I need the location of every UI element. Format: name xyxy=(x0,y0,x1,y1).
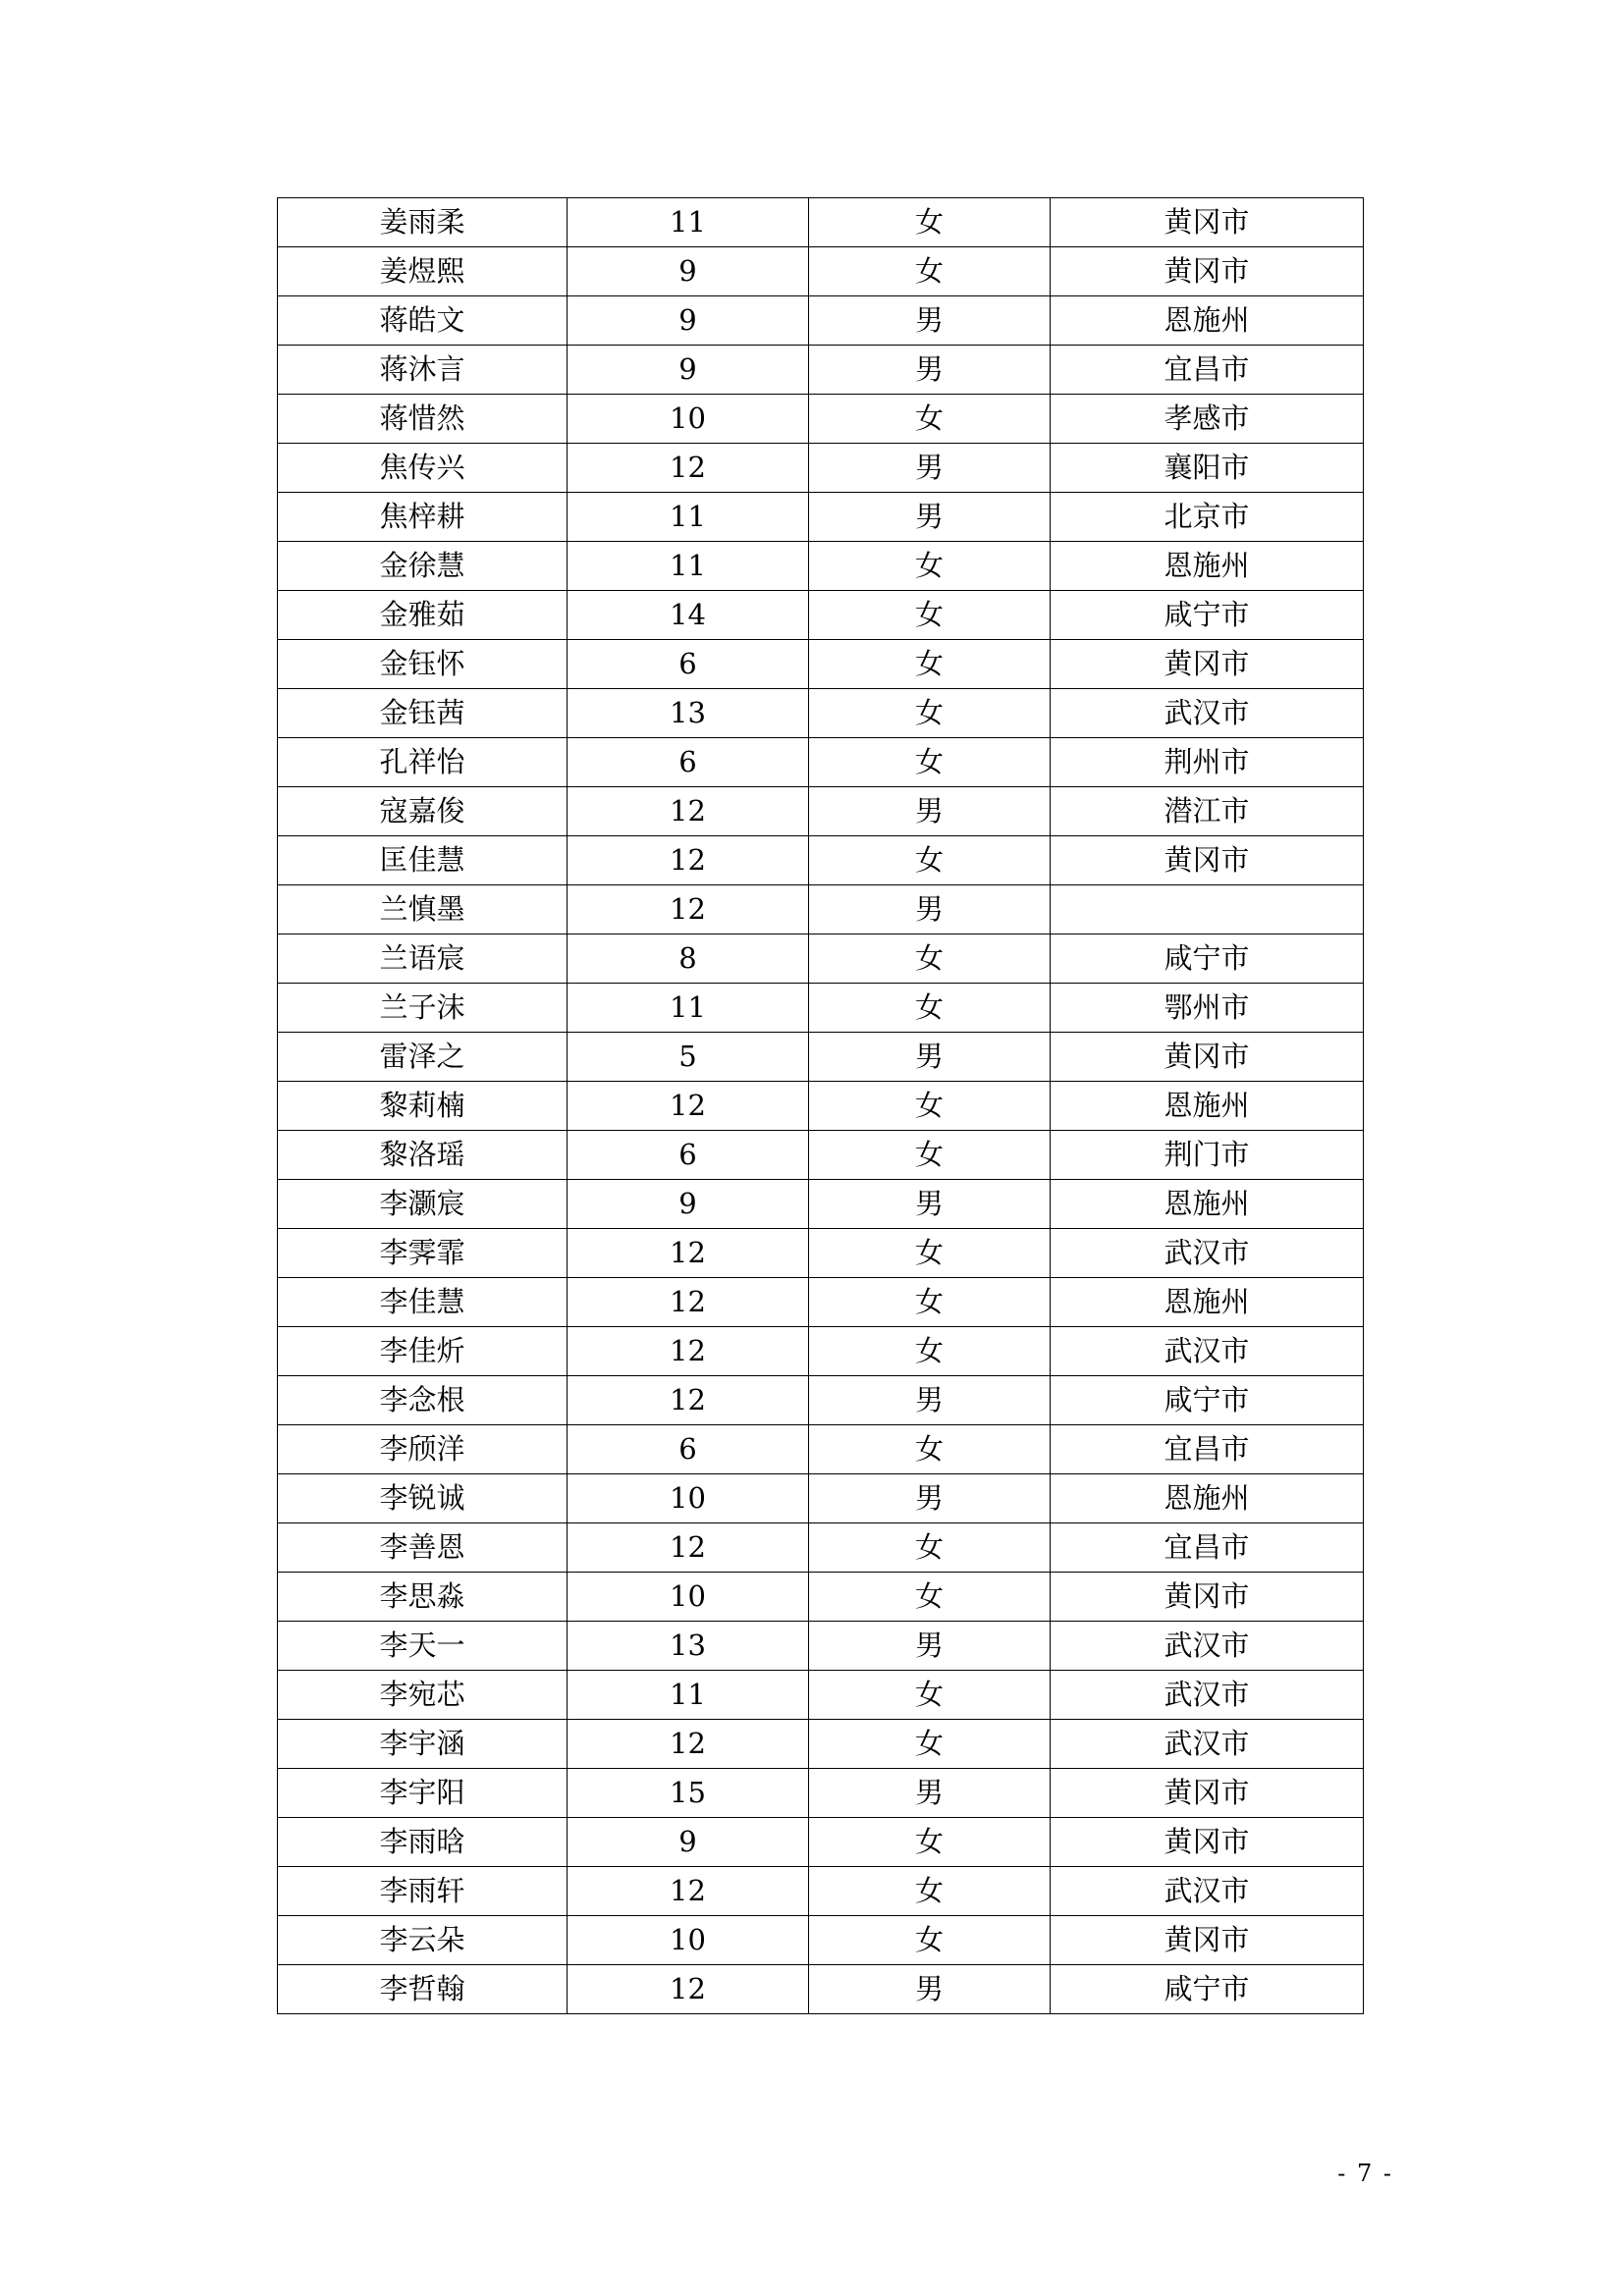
cell-age: 9 xyxy=(568,346,809,395)
cell-name: 姜煜熙 xyxy=(278,247,568,296)
cell-age: 9 xyxy=(568,1180,809,1229)
cell-city: 荆州市 xyxy=(1051,738,1364,787)
cell-gender: 男 xyxy=(809,1180,1051,1229)
cell-gender: 男 xyxy=(809,1965,1051,2014)
cell-name: 李宇阳 xyxy=(278,1769,568,1818)
cell-gender: 女 xyxy=(809,640,1051,689)
cell-name: 李灏宸 xyxy=(278,1180,568,1229)
cell-city: 北京市 xyxy=(1051,493,1364,542)
cell-gender: 女 xyxy=(809,1327,1051,1376)
cell-name: 李念根 xyxy=(278,1376,568,1425)
cell-name: 黎洛瑶 xyxy=(278,1131,568,1180)
cell-city: 黄冈市 xyxy=(1051,1573,1364,1622)
cell-gender: 女 xyxy=(809,1720,1051,1769)
cell-gender: 男 xyxy=(809,493,1051,542)
table-row xyxy=(278,1867,1364,1916)
table-row xyxy=(278,787,1364,836)
cell-city: 武汉市 xyxy=(1051,1622,1364,1671)
cell-city: 黄冈市 xyxy=(1051,836,1364,885)
cell-age: 12 xyxy=(568,1523,809,1573)
table-row xyxy=(278,934,1364,984)
cell-age: 10 xyxy=(568,1916,809,1965)
cell-city: 黄冈市 xyxy=(1051,1769,1364,1818)
cell-name: 孔祥怡 xyxy=(278,738,568,787)
cell-age: 6 xyxy=(568,640,809,689)
table-row xyxy=(278,1229,1364,1278)
cell-age: 12 xyxy=(568,1965,809,2014)
table-row xyxy=(278,1916,1364,1965)
cell-age: 14 xyxy=(568,591,809,640)
cell-city: 恩施州 xyxy=(1051,1278,1364,1327)
cell-name: 雷泽之 xyxy=(278,1033,568,1082)
table-row xyxy=(278,591,1364,640)
cell-city: 武汉市 xyxy=(1051,1671,1364,1720)
table-row xyxy=(278,640,1364,689)
cell-name: 李云朵 xyxy=(278,1916,568,1965)
cell-gender: 女 xyxy=(809,591,1051,640)
cell-gender: 男 xyxy=(809,1769,1051,1818)
cell-gender: 男 xyxy=(809,1474,1051,1523)
cell-gender: 女 xyxy=(809,1916,1051,1965)
table-row xyxy=(278,1818,1364,1867)
cell-city: 武汉市 xyxy=(1051,1229,1364,1278)
table-row xyxy=(278,1573,1364,1622)
cell-age: 12 xyxy=(568,1229,809,1278)
table-row xyxy=(278,1278,1364,1327)
table-row xyxy=(278,738,1364,787)
cell-age: 12 xyxy=(568,1376,809,1425)
cell-name: 李宇涵 xyxy=(278,1720,568,1769)
cell-name: 李雨轩 xyxy=(278,1867,568,1916)
cell-age: 12 xyxy=(568,1867,809,1916)
cell-name: 金雅茹 xyxy=(278,591,568,640)
cell-age: 12 xyxy=(568,836,809,885)
cell-age: 13 xyxy=(568,689,809,738)
cell-name: 李善恩 xyxy=(278,1523,568,1573)
cell-age: 12 xyxy=(568,444,809,493)
table-row xyxy=(278,493,1364,542)
cell-gender: 女 xyxy=(809,1278,1051,1327)
cell-gender: 女 xyxy=(809,984,1051,1033)
table-row xyxy=(278,296,1364,346)
cell-name: 李天一 xyxy=(278,1622,568,1671)
cell-name: 李宛芯 xyxy=(278,1671,568,1720)
cell-gender: 男 xyxy=(809,444,1051,493)
cell-age: 6 xyxy=(568,1131,809,1180)
table-row xyxy=(278,1523,1364,1573)
table-row xyxy=(278,1474,1364,1523)
cell-city: 武汉市 xyxy=(1051,689,1364,738)
cell-age: 11 xyxy=(568,198,809,247)
cell-gender: 男 xyxy=(809,346,1051,395)
cell-age: 12 xyxy=(568,1327,809,1376)
cell-name: 李雨晗 xyxy=(278,1818,568,1867)
cell-age: 9 xyxy=(568,1818,809,1867)
cell-gender: 女 xyxy=(809,689,1051,738)
cell-gender: 女 xyxy=(809,1082,1051,1131)
cell-city: 荆门市 xyxy=(1051,1131,1364,1180)
table-row xyxy=(278,1769,1364,1818)
cell-age: 11 xyxy=(568,984,809,1033)
roster-table-body xyxy=(278,198,1364,2014)
cell-city: 咸宁市 xyxy=(1051,591,1364,640)
cell-name: 李佳慧 xyxy=(278,1278,568,1327)
cell-age: 12 xyxy=(568,1082,809,1131)
cell-age: 5 xyxy=(568,1033,809,1082)
cell-gender: 女 xyxy=(809,198,1051,247)
cell-gender: 男 xyxy=(809,1033,1051,1082)
cell-age: 9 xyxy=(568,296,809,346)
cell-gender: 女 xyxy=(809,1818,1051,1867)
table-row xyxy=(278,1376,1364,1425)
cell-city: 黄冈市 xyxy=(1051,1916,1364,1965)
cell-gender: 女 xyxy=(809,1573,1051,1622)
cell-name: 金钰茜 xyxy=(278,689,568,738)
table-row xyxy=(278,1671,1364,1720)
cell-gender: 男 xyxy=(809,885,1051,934)
table-row xyxy=(278,1622,1364,1671)
table-row xyxy=(278,1131,1364,1180)
cell-city: 宜昌市 xyxy=(1051,1425,1364,1474)
cell-age: 12 xyxy=(568,1278,809,1327)
cell-city: 恩施州 xyxy=(1051,296,1364,346)
cell-name: 李思淼 xyxy=(278,1573,568,1622)
cell-age: 11 xyxy=(568,542,809,591)
cell-age: 10 xyxy=(568,1474,809,1523)
cell-name: 焦传兴 xyxy=(278,444,568,493)
cell-gender: 女 xyxy=(809,395,1051,444)
cell-name: 蒋惜然 xyxy=(278,395,568,444)
cell-gender: 女 xyxy=(809,1867,1051,1916)
cell-gender: 女 xyxy=(809,738,1051,787)
table-row xyxy=(278,1033,1364,1082)
table-row xyxy=(278,198,1364,247)
cell-name: 兰语宸 xyxy=(278,934,568,984)
cell-name: 李佳炘 xyxy=(278,1327,568,1376)
table-row xyxy=(278,1965,1364,2014)
cell-age: 12 xyxy=(568,1720,809,1769)
cell-age: 13 xyxy=(568,1622,809,1671)
cell-age: 12 xyxy=(568,787,809,836)
cell-name: 姜雨柔 xyxy=(278,198,568,247)
cell-city: 武汉市 xyxy=(1051,1720,1364,1769)
cell-city: 黄冈市 xyxy=(1051,198,1364,247)
cell-age: 9 xyxy=(568,247,809,296)
cell-gender: 女 xyxy=(809,1523,1051,1573)
cell-age: 8 xyxy=(568,934,809,984)
cell-city: 咸宁市 xyxy=(1051,934,1364,984)
cell-city: 咸宁市 xyxy=(1051,1376,1364,1425)
cell-city: 黄冈市 xyxy=(1051,247,1364,296)
page-number: - 7 - xyxy=(1337,2160,1393,2187)
cell-age: 6 xyxy=(568,738,809,787)
table-row xyxy=(278,444,1364,493)
cell-city: 咸宁市 xyxy=(1051,1965,1364,2014)
cell-name: 兰慎墨 xyxy=(278,885,568,934)
cell-gender: 女 xyxy=(809,542,1051,591)
cell-gender: 男 xyxy=(809,787,1051,836)
cell-name: 黎莉楠 xyxy=(278,1082,568,1131)
cell-gender: 女 xyxy=(809,1229,1051,1278)
cell-gender: 女 xyxy=(809,934,1051,984)
cell-name: 焦梓耕 xyxy=(278,493,568,542)
table-row xyxy=(278,542,1364,591)
cell-city: 襄阳市 xyxy=(1051,444,1364,493)
cell-gender: 女 xyxy=(809,247,1051,296)
cell-age: 10 xyxy=(568,395,809,444)
cell-city: 恩施州 xyxy=(1051,542,1364,591)
cell-city: 黄冈市 xyxy=(1051,1033,1364,1082)
cell-age: 11 xyxy=(568,493,809,542)
cell-city: 恩施州 xyxy=(1051,1082,1364,1131)
cell-name: 李锐诚 xyxy=(278,1474,568,1523)
cell-age: 15 xyxy=(568,1769,809,1818)
cell-city: 孝感市 xyxy=(1051,395,1364,444)
cell-name: 李哲翰 xyxy=(278,1965,568,2014)
cell-name: 匡佳慧 xyxy=(278,836,568,885)
table-row xyxy=(278,1327,1364,1376)
cell-gender: 男 xyxy=(809,296,1051,346)
cell-gender: 男 xyxy=(809,1376,1051,1425)
cell-name: 寇嘉俊 xyxy=(278,787,568,836)
table-row xyxy=(278,885,1364,934)
cell-gender: 女 xyxy=(809,1131,1051,1180)
table-row xyxy=(278,1720,1364,1769)
table-row xyxy=(278,689,1364,738)
table-row xyxy=(278,1425,1364,1474)
roster-table xyxy=(277,197,1364,2014)
table-row xyxy=(278,1082,1364,1131)
cell-age: 11 xyxy=(568,1671,809,1720)
cell-city: 鄂州市 xyxy=(1051,984,1364,1033)
table-row xyxy=(278,247,1364,296)
cell-name: 蒋沐言 xyxy=(278,346,568,395)
cell-city: 宜昌市 xyxy=(1051,346,1364,395)
cell-city: 潜江市 xyxy=(1051,787,1364,836)
cell-name: 李颀洋 xyxy=(278,1425,568,1474)
cell-city xyxy=(1051,885,1364,934)
table-row xyxy=(278,1180,1364,1229)
cell-gender: 女 xyxy=(809,1425,1051,1474)
table-row xyxy=(278,836,1364,885)
cell-gender: 男 xyxy=(809,1622,1051,1671)
table-row xyxy=(278,984,1364,1033)
cell-city: 武汉市 xyxy=(1051,1867,1364,1916)
cell-city: 黄冈市 xyxy=(1051,1818,1364,1867)
table-row xyxy=(278,346,1364,395)
cell-gender: 女 xyxy=(809,1671,1051,1720)
cell-name: 李霁霏 xyxy=(278,1229,568,1278)
cell-gender: 女 xyxy=(809,836,1051,885)
cell-city: 恩施州 xyxy=(1051,1180,1364,1229)
cell-age: 10 xyxy=(568,1573,809,1622)
cell-city: 恩施州 xyxy=(1051,1474,1364,1523)
cell-city: 武汉市 xyxy=(1051,1327,1364,1376)
table-row xyxy=(278,395,1364,444)
cell-age: 6 xyxy=(568,1425,809,1474)
cell-name: 蒋皓文 xyxy=(278,296,568,346)
cell-city: 黄冈市 xyxy=(1051,640,1364,689)
cell-name: 金徐慧 xyxy=(278,542,568,591)
cell-city: 宜昌市 xyxy=(1051,1523,1364,1573)
cell-name: 金钰怀 xyxy=(278,640,568,689)
cell-name: 兰子沫 xyxy=(278,984,568,1033)
cell-age: 12 xyxy=(568,885,809,934)
